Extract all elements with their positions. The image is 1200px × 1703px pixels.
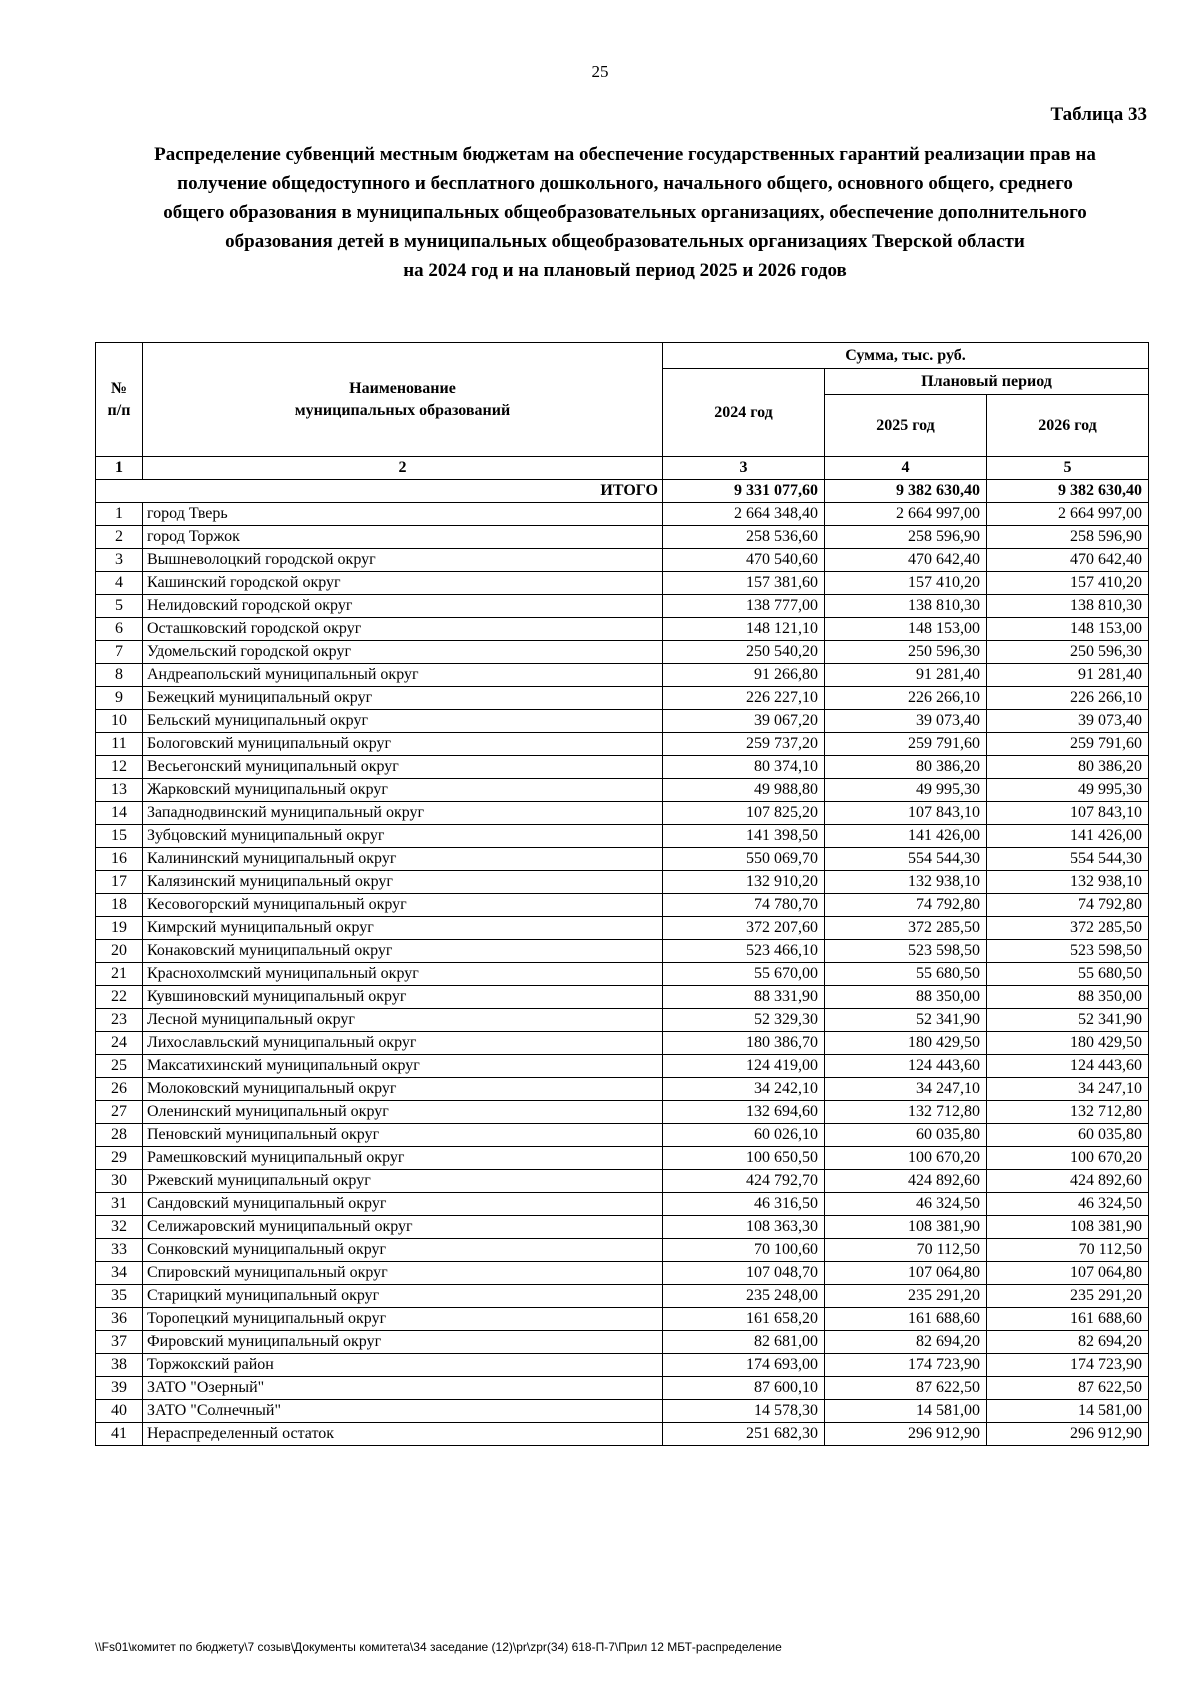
amount-2024: 424 792,70	[663, 1170, 825, 1193]
row-number: 21	[96, 963, 143, 986]
table-row	[96, 526, 1149, 549]
amount-2026: 107 843,10	[987, 802, 1149, 825]
row-number: 29	[96, 1147, 143, 1170]
amount-2025: 124 443,60	[825, 1055, 987, 1078]
table-row	[96, 1147, 1149, 1170]
table-row	[96, 848, 1149, 871]
table-row	[96, 1055, 1149, 1078]
municipality-name: Торопецкий муниципальный округ	[143, 1308, 663, 1331]
amount-2025: 258 596,90	[825, 526, 987, 549]
table-row	[96, 756, 1149, 779]
amount-2024: 141 398,50	[663, 825, 825, 848]
table-row	[96, 1124, 1149, 1147]
amount-2024: 49 988,80	[663, 779, 825, 802]
table-row	[96, 1239, 1149, 1262]
amount-2026: 2 664 997,00	[987, 503, 1149, 526]
table-row	[96, 1032, 1149, 1055]
table-row	[96, 1101, 1149, 1124]
table-row	[96, 618, 1149, 641]
amount-2024: 148 121,10	[663, 618, 825, 641]
amount-2026: 91 281,40	[987, 664, 1149, 687]
amount-2025: 108 381,90	[825, 1216, 987, 1239]
amount-2026: 554 544,30	[987, 848, 1149, 871]
column-number: 5	[987, 457, 1149, 480]
table-row	[96, 710, 1149, 733]
row-number: 18	[96, 894, 143, 917]
amount-2024: 258 536,60	[663, 526, 825, 549]
row-number: 13	[96, 779, 143, 802]
row-number: 20	[96, 940, 143, 963]
amount-2024: 235 248,00	[663, 1285, 825, 1308]
table-row	[96, 986, 1149, 1009]
amount-2024: 46 316,50	[663, 1193, 825, 1216]
amount-2024: 124 419,00	[663, 1055, 825, 1078]
total-2025: 9 382 630,40	[825, 480, 987, 503]
municipality-name: Нераспределенный остаток	[143, 1423, 663, 1446]
table-row	[96, 1423, 1149, 1446]
row-number: 11	[96, 733, 143, 756]
amount-2025: 107 064,80	[825, 1262, 987, 1285]
row-number: 40	[96, 1400, 143, 1423]
amount-2025: 523 598,50	[825, 940, 987, 963]
table-row	[96, 1377, 1149, 1400]
column-number: 3	[663, 457, 825, 480]
amount-2026: 259 791,60	[987, 733, 1149, 756]
amount-2024: 82 681,00	[663, 1331, 825, 1354]
row-number: 3	[96, 549, 143, 572]
municipality-name: Торжокский район	[143, 1354, 663, 1377]
table-row	[96, 940, 1149, 963]
table-row	[96, 802, 1149, 825]
amount-2024: 251 682,30	[663, 1423, 825, 1446]
amount-2024: 100 650,50	[663, 1147, 825, 1170]
table-row	[96, 1354, 1149, 1377]
amount-2026: 46 324,50	[987, 1193, 1149, 1216]
municipality-name: Жарковский муниципальный округ	[143, 779, 663, 802]
municipality-name: Осташковский городской округ	[143, 618, 663, 641]
amount-2025: 138 810,30	[825, 595, 987, 618]
amount-2024: 107 825,20	[663, 802, 825, 825]
amount-2024: 108 363,30	[663, 1216, 825, 1239]
table-row	[96, 1170, 1149, 1193]
table-row	[96, 917, 1149, 940]
amount-2025: 60 035,80	[825, 1124, 987, 1147]
amount-2025: 74 792,80	[825, 894, 987, 917]
municipality-name: Кашинский городской округ	[143, 572, 663, 595]
amount-2025: 46 324,50	[825, 1193, 987, 1216]
amount-2024: 180 386,70	[663, 1032, 825, 1055]
row-number: 35	[96, 1285, 143, 1308]
total-blank-cell	[96, 480, 143, 503]
amount-2026: 70 112,50	[987, 1239, 1149, 1262]
amount-2025: 2 664 997,00	[825, 503, 987, 526]
municipality-name: город Тверь	[143, 503, 663, 526]
municipality-name: Западнодвинский муниципальный округ	[143, 802, 663, 825]
row-number: 32	[96, 1216, 143, 1239]
municipality-name: Лихославльский муниципальный округ	[143, 1032, 663, 1055]
municipality-name: Пеновский муниципальный округ	[143, 1124, 663, 1147]
amount-2024: 39 067,20	[663, 710, 825, 733]
total-label: ИТОГО	[143, 480, 663, 503]
amount-2026: 235 291,20	[987, 1285, 1149, 1308]
amount-2025: 80 386,20	[825, 756, 987, 779]
amount-2026: 258 596,90	[987, 526, 1149, 549]
amount-2026: 250 596,30	[987, 641, 1149, 664]
header-name-line2: муниципальных образований	[294, 401, 511, 419]
header-num-line1: №	[110, 379, 128, 397]
table-row	[96, 871, 1149, 894]
amount-2026: 80 386,20	[987, 756, 1149, 779]
row-number: 41	[96, 1423, 143, 1446]
amount-2024: 14 578,30	[663, 1400, 825, 1423]
amount-2026: 174 723,90	[987, 1354, 1149, 1377]
row-number: 30	[96, 1170, 143, 1193]
amount-2024: 132 910,20	[663, 871, 825, 894]
amount-2026: 14 581,00	[987, 1400, 1149, 1423]
table-row	[96, 963, 1149, 986]
municipality-name: Сандовский муниципальный округ	[143, 1193, 663, 1216]
amount-2025: 157 410,20	[825, 572, 987, 595]
municipality-name: Зубцовский муниципальный округ	[143, 825, 663, 848]
amount-2024: 226 227,10	[663, 687, 825, 710]
amount-2024: 470 540,60	[663, 549, 825, 572]
amount-2025: 70 112,50	[825, 1239, 987, 1262]
municipality-name: Селижаровский муниципальный округ	[143, 1216, 663, 1239]
header-num	[96, 343, 143, 457]
municipality-name: Лесной муниципальный округ	[143, 1009, 663, 1032]
total-row	[96, 480, 1149, 503]
amount-2025: 161 688,60	[825, 1308, 987, 1331]
amount-2025: 91 281,40	[825, 664, 987, 687]
table-row	[96, 641, 1149, 664]
amount-2026: 34 247,10	[987, 1078, 1149, 1101]
municipality-name: Сонковский муниципальный округ	[143, 1239, 663, 1262]
page-number: 25	[591, 62, 609, 81]
table-row	[96, 1285, 1149, 1308]
table-row	[96, 1078, 1149, 1101]
amount-2025: 100 670,20	[825, 1147, 987, 1170]
title-line: получение общедоступного и бесплатного дошкольного, начального общего, основного общего, среднего	[177, 173, 1073, 194]
amount-2025: 82 694,20	[825, 1331, 987, 1354]
municipality-name: Максатихинский муниципальный округ	[143, 1055, 663, 1078]
amount-2026: 107 064,80	[987, 1262, 1149, 1285]
amount-2025: 554 544,30	[825, 848, 987, 871]
table-row	[96, 1009, 1149, 1032]
amount-2025: 39 073,40	[825, 710, 987, 733]
amount-2026: 180 429,50	[987, 1032, 1149, 1055]
amount-2024: 259 737,20	[663, 733, 825, 756]
row-number: 8	[96, 664, 143, 687]
municipality-name: Калининский муниципальный округ	[143, 848, 663, 871]
title-line: Распределение субвенций местным бюджетам на обеспечение государственных гарантий реализации прав на	[154, 144, 1096, 165]
amount-2024: 550 069,70	[663, 848, 825, 871]
amount-2025: 34 247,10	[825, 1078, 987, 1101]
amount-2026: 82 694,20	[987, 1331, 1149, 1354]
amount-2026: 100 670,20	[987, 1147, 1149, 1170]
amount-2026: 424 892,60	[987, 1170, 1149, 1193]
title-line: на 2024 год и на плановый период 2025 и 2026 годов	[403, 260, 847, 281]
table-row	[96, 894, 1149, 917]
amount-2025: 235 291,20	[825, 1285, 987, 1308]
row-number: 26	[96, 1078, 143, 1101]
column-number: 1	[96, 457, 143, 480]
row-number: 28	[96, 1124, 143, 1147]
subvention-table	[95, 342, 1149, 1446]
amount-2025: 180 429,50	[825, 1032, 987, 1055]
row-number: 9	[96, 687, 143, 710]
amount-2026: 49 995,30	[987, 779, 1149, 802]
row-number: 31	[96, 1193, 143, 1216]
row-number: 39	[96, 1377, 143, 1400]
amount-2025: 372 285,50	[825, 917, 987, 940]
amount-2026: 296 912,90	[987, 1423, 1149, 1446]
table-row	[96, 733, 1149, 756]
municipality-name: Кувшиновский муниципальный округ	[143, 986, 663, 1009]
row-number: 15	[96, 825, 143, 848]
amount-2026: 88 350,00	[987, 986, 1149, 1009]
row-number: 22	[96, 986, 143, 1009]
amount-2026: 132 712,80	[987, 1101, 1149, 1124]
row-number: 1	[96, 503, 143, 526]
municipality-name: Ржевский муниципальный округ	[143, 1170, 663, 1193]
amount-2026: 124 443,60	[987, 1055, 1149, 1078]
amount-2025: 52 341,90	[825, 1009, 987, 1032]
row-number: 33	[96, 1239, 143, 1262]
municipality-name: Бельский муниципальный округ	[143, 710, 663, 733]
amount-2024: 174 693,00	[663, 1354, 825, 1377]
amount-2024: 132 694,60	[663, 1101, 825, 1124]
amount-2025: 296 912,90	[825, 1423, 987, 1446]
amount-2026: 157 410,20	[987, 572, 1149, 595]
amount-2026: 161 688,60	[987, 1308, 1149, 1331]
municipality-name: Краснохолмский муниципальный округ	[143, 963, 663, 986]
amount-2024: 88 331,90	[663, 986, 825, 1009]
header-year-2024: 2024 год	[663, 369, 825, 457]
amount-2026: 470 642,40	[987, 549, 1149, 572]
header-sum: Сумма, тыс. руб.	[663, 343, 1149, 369]
amount-2024: 70 100,60	[663, 1239, 825, 1262]
column-number: 2	[143, 457, 663, 480]
header-year-2025: 2025 год	[825, 395, 987, 457]
table-row	[96, 1193, 1149, 1216]
municipality-name: Молоковский муниципальный округ	[143, 1078, 663, 1101]
amount-2025: 49 995,30	[825, 779, 987, 802]
row-number: 17	[96, 871, 143, 894]
municipality-name: Кимрский муниципальный округ	[143, 917, 663, 940]
amount-2024: 157 381,60	[663, 572, 825, 595]
row-number: 6	[96, 618, 143, 641]
amount-2026: 372 285,50	[987, 917, 1149, 940]
amount-2024: 87 600,10	[663, 1377, 825, 1400]
row-number: 36	[96, 1308, 143, 1331]
row-number: 25	[96, 1055, 143, 1078]
amount-2025: 148 153,00	[825, 618, 987, 641]
amount-2026: 60 035,80	[987, 1124, 1149, 1147]
amount-2024: 2 664 348,40	[663, 503, 825, 526]
municipality-name: Кесовогорский муниципальный округ	[143, 894, 663, 917]
table-row	[96, 779, 1149, 802]
amount-2025: 250 596,30	[825, 641, 987, 664]
document-title	[95, 140, 1155, 285]
amount-2025: 226 266,10	[825, 687, 987, 710]
row-number: 10	[96, 710, 143, 733]
row-number: 16	[96, 848, 143, 871]
table-row	[96, 1216, 1149, 1239]
municipality-name: Калязинский муниципальный округ	[143, 871, 663, 894]
table-row	[96, 1308, 1149, 1331]
amount-2026: 39 073,40	[987, 710, 1149, 733]
municipality-name: Удомельский городской округ	[143, 641, 663, 664]
table-row	[96, 1262, 1149, 1285]
footer-file-path: \\Fs01\комитет по бюджету\7 созыв\Документы комитета\34 заседание (12)\pr\zpr(34) 618-П-7\Прил 12 МБТ-распределение	[95, 1640, 782, 1654]
row-number: 27	[96, 1101, 143, 1124]
amount-2025: 424 892,60	[825, 1170, 987, 1193]
row-number: 5	[96, 595, 143, 618]
row-number: 23	[96, 1009, 143, 1032]
table-row	[96, 1400, 1149, 1423]
amount-2025: 87 622,50	[825, 1377, 987, 1400]
table-row	[96, 664, 1149, 687]
row-number: 12	[96, 756, 143, 779]
header-name	[143, 343, 663, 457]
municipality-name: Бологовский муниципальный округ	[143, 733, 663, 756]
municipality-name: ЗАТО "Солнечный"	[143, 1400, 663, 1423]
title-line: общего образования в муниципальных общеобразовательных организациях, обеспечение дополнительного	[163, 202, 1087, 223]
municipality-name: Спировский муниципальный округ	[143, 1262, 663, 1285]
municipality-name: ЗАТО "Озерный"	[143, 1377, 663, 1400]
amount-2025: 132 938,10	[825, 871, 987, 894]
column-number: 4	[825, 457, 987, 480]
municipality-name: город Торжок	[143, 526, 663, 549]
title-line: образования детей в муниципальных общеобразовательных организациях Тверской области	[225, 231, 1025, 252]
header-name-line1: Наименование	[349, 379, 456, 397]
municipality-name: Конаковский муниципальный округ	[143, 940, 663, 963]
table-row	[96, 572, 1149, 595]
table-row	[96, 825, 1149, 848]
amount-2025: 470 642,40	[825, 549, 987, 572]
row-number: 14	[96, 802, 143, 825]
municipality-name: Бежецкий муниципальный округ	[143, 687, 663, 710]
municipality-name: Весьегонский муниципальный округ	[143, 756, 663, 779]
amount-2025: 88 350,00	[825, 986, 987, 1009]
municipality-name: Нелидовский городской округ	[143, 595, 663, 618]
table-row	[96, 549, 1149, 572]
amount-2026: 52 341,90	[987, 1009, 1149, 1032]
amount-2026: 87 622,50	[987, 1377, 1149, 1400]
amount-2026: 148 153,00	[987, 618, 1149, 641]
amount-2024: 523 466,10	[663, 940, 825, 963]
municipality-name: Андреапольский муниципальный округ	[143, 664, 663, 687]
table-row	[96, 687, 1149, 710]
amount-2026: 226 266,10	[987, 687, 1149, 710]
amount-2024: 52 329,30	[663, 1009, 825, 1032]
amount-2026: 138 810,30	[987, 595, 1149, 618]
amount-2026: 523 598,50	[987, 940, 1149, 963]
table-row	[96, 503, 1149, 526]
table-row	[96, 595, 1149, 618]
municipality-name: Оленинский муниципальный округ	[143, 1101, 663, 1124]
row-number: 38	[96, 1354, 143, 1377]
amount-2026: 141 426,00	[987, 825, 1149, 848]
amount-2026: 108 381,90	[987, 1216, 1149, 1239]
column-numbers-row	[96, 457, 1149, 480]
total-2024: 9 331 077,60	[663, 480, 825, 503]
table-row	[96, 1331, 1149, 1354]
total-2026: 9 382 630,40	[987, 480, 1149, 503]
amount-2024: 60 026,10	[663, 1124, 825, 1147]
row-number: 34	[96, 1262, 143, 1285]
amount-2025: 132 712,80	[825, 1101, 987, 1124]
row-number: 7	[96, 641, 143, 664]
header-num-line2: п/п	[107, 401, 131, 419]
amount-2026: 74 792,80	[987, 894, 1149, 917]
municipality-name: Вышневолоцкий городской округ	[143, 549, 663, 572]
municipality-name: Рамешковский муниципальный округ	[143, 1147, 663, 1170]
amount-2025: 141 426,00	[825, 825, 987, 848]
row-number: 19	[96, 917, 143, 940]
amount-2024: 80 374,10	[663, 756, 825, 779]
row-number: 24	[96, 1032, 143, 1055]
amount-2025: 259 791,60	[825, 733, 987, 756]
header-year-2026: 2026 год	[987, 395, 1149, 457]
amount-2024: 107 048,70	[663, 1262, 825, 1285]
amount-2024: 55 670,00	[663, 963, 825, 986]
row-number: 37	[96, 1331, 143, 1354]
amount-2025: 55 680,50	[825, 963, 987, 986]
amount-2024: 138 777,00	[663, 595, 825, 618]
table-label: Таблица 33	[1050, 104, 1147, 125]
amount-2024: 372 207,60	[663, 917, 825, 940]
amount-2024: 250 540,20	[663, 641, 825, 664]
amount-2025: 14 581,00	[825, 1400, 987, 1423]
amount-2024: 91 266,80	[663, 664, 825, 687]
amount-2025: 174 723,90	[825, 1354, 987, 1377]
row-number: 4	[96, 572, 143, 595]
header-plan-period: Плановый период	[825, 369, 1149, 395]
amount-2024: 161 658,20	[663, 1308, 825, 1331]
municipality-name: Фировский муниципальный округ	[143, 1331, 663, 1354]
amount-2024: 74 780,70	[663, 894, 825, 917]
amount-2026: 132 938,10	[987, 871, 1149, 894]
row-number: 2	[96, 526, 143, 549]
municipality-name: Старицкий муниципальный округ	[143, 1285, 663, 1308]
amount-2024: 34 242,10	[663, 1078, 825, 1101]
amount-2026: 55 680,50	[987, 963, 1149, 986]
amount-2025: 107 843,10	[825, 802, 987, 825]
